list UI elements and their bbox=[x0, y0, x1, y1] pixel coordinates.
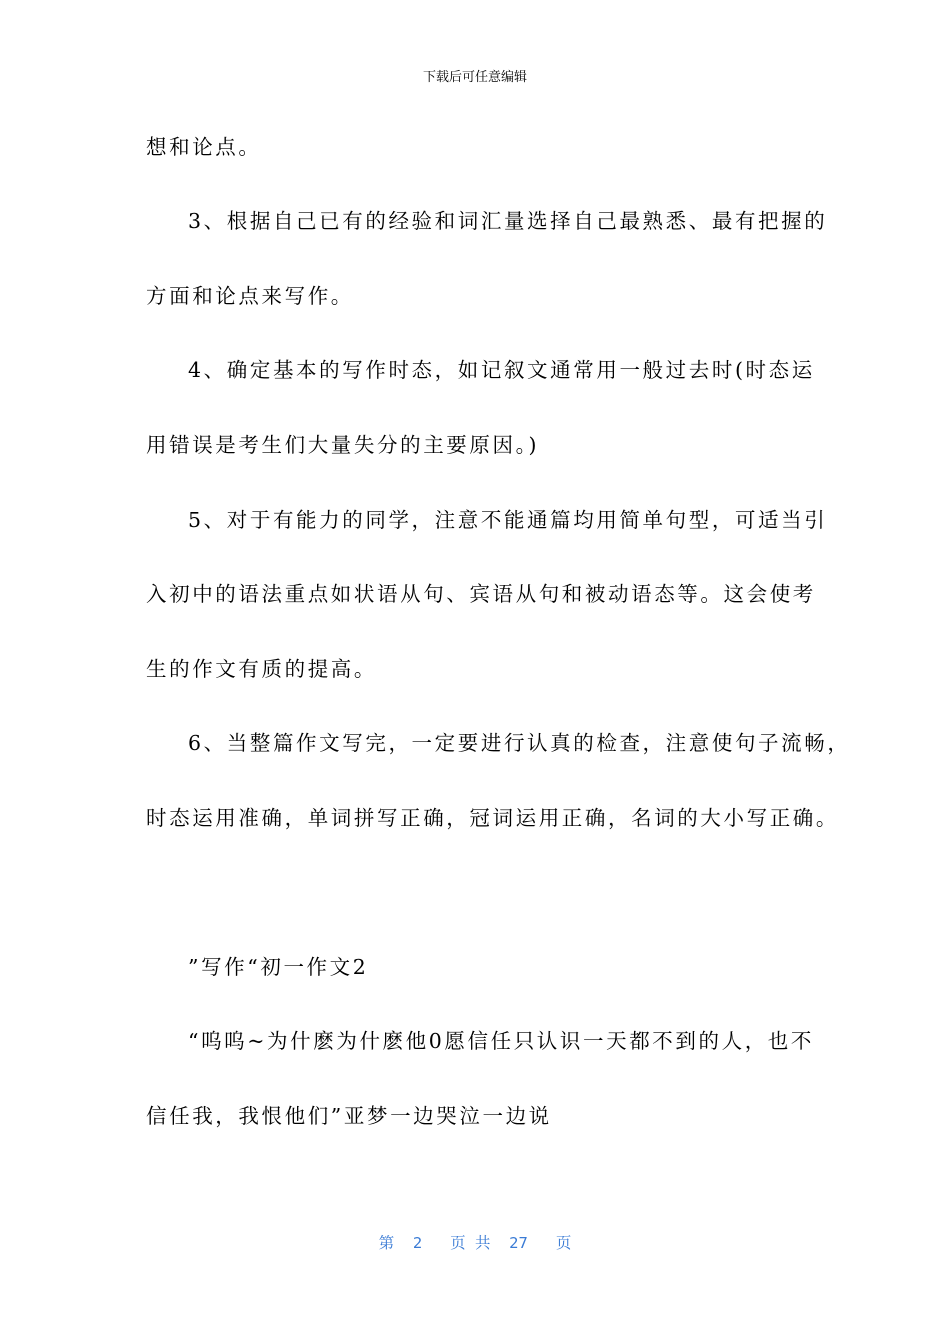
text-line: 4、确定基本的写作时态，如记叙文通常用一般过去时(时态运 bbox=[188, 358, 815, 382]
page-footer: 第 2 页 共 27 页 bbox=[378, 1234, 572, 1252]
text-line: 方面和论点来写作。 bbox=[146, 284, 354, 308]
text-line: 用错误是考生们大量失分的主要原因。) bbox=[146, 433, 540, 457]
text-line: 想和论点。 bbox=[146, 135, 262, 159]
text-line: 入初中的语法重点如状语从句、宾语从句和被动语态等。这会使考 bbox=[146, 582, 816, 606]
text-line: 3、根据自己已有的经验和词汇量选择自己最熟悉、最有把握的 bbox=[188, 209, 828, 233]
section-heading: ”写作“初一作文2 bbox=[188, 955, 369, 979]
text-line: 5、对于有能力的同学，注意不能通篇均用简单句型，可适当引 bbox=[188, 508, 828, 532]
text-line: “呜呜~为什麽为什麽他0愿信任只认识一天都不到的人，也不 bbox=[188, 1029, 814, 1053]
text-line: 信任我，我恨他们”亚梦一边哭泣一边说 bbox=[146, 1104, 552, 1128]
page-header: 下载后可任意编辑 bbox=[422, 70, 527, 85]
text-line: 时态运用准确，单词拼写正确，冠词运用正确，名词的大小写正确。 bbox=[146, 806, 839, 830]
text-line: 6、当整篇作文写完，一定要进行认真的检查，注意使句子流畅， bbox=[188, 731, 851, 755]
text-line: 生的作文有质的提高。 bbox=[146, 657, 377, 681]
